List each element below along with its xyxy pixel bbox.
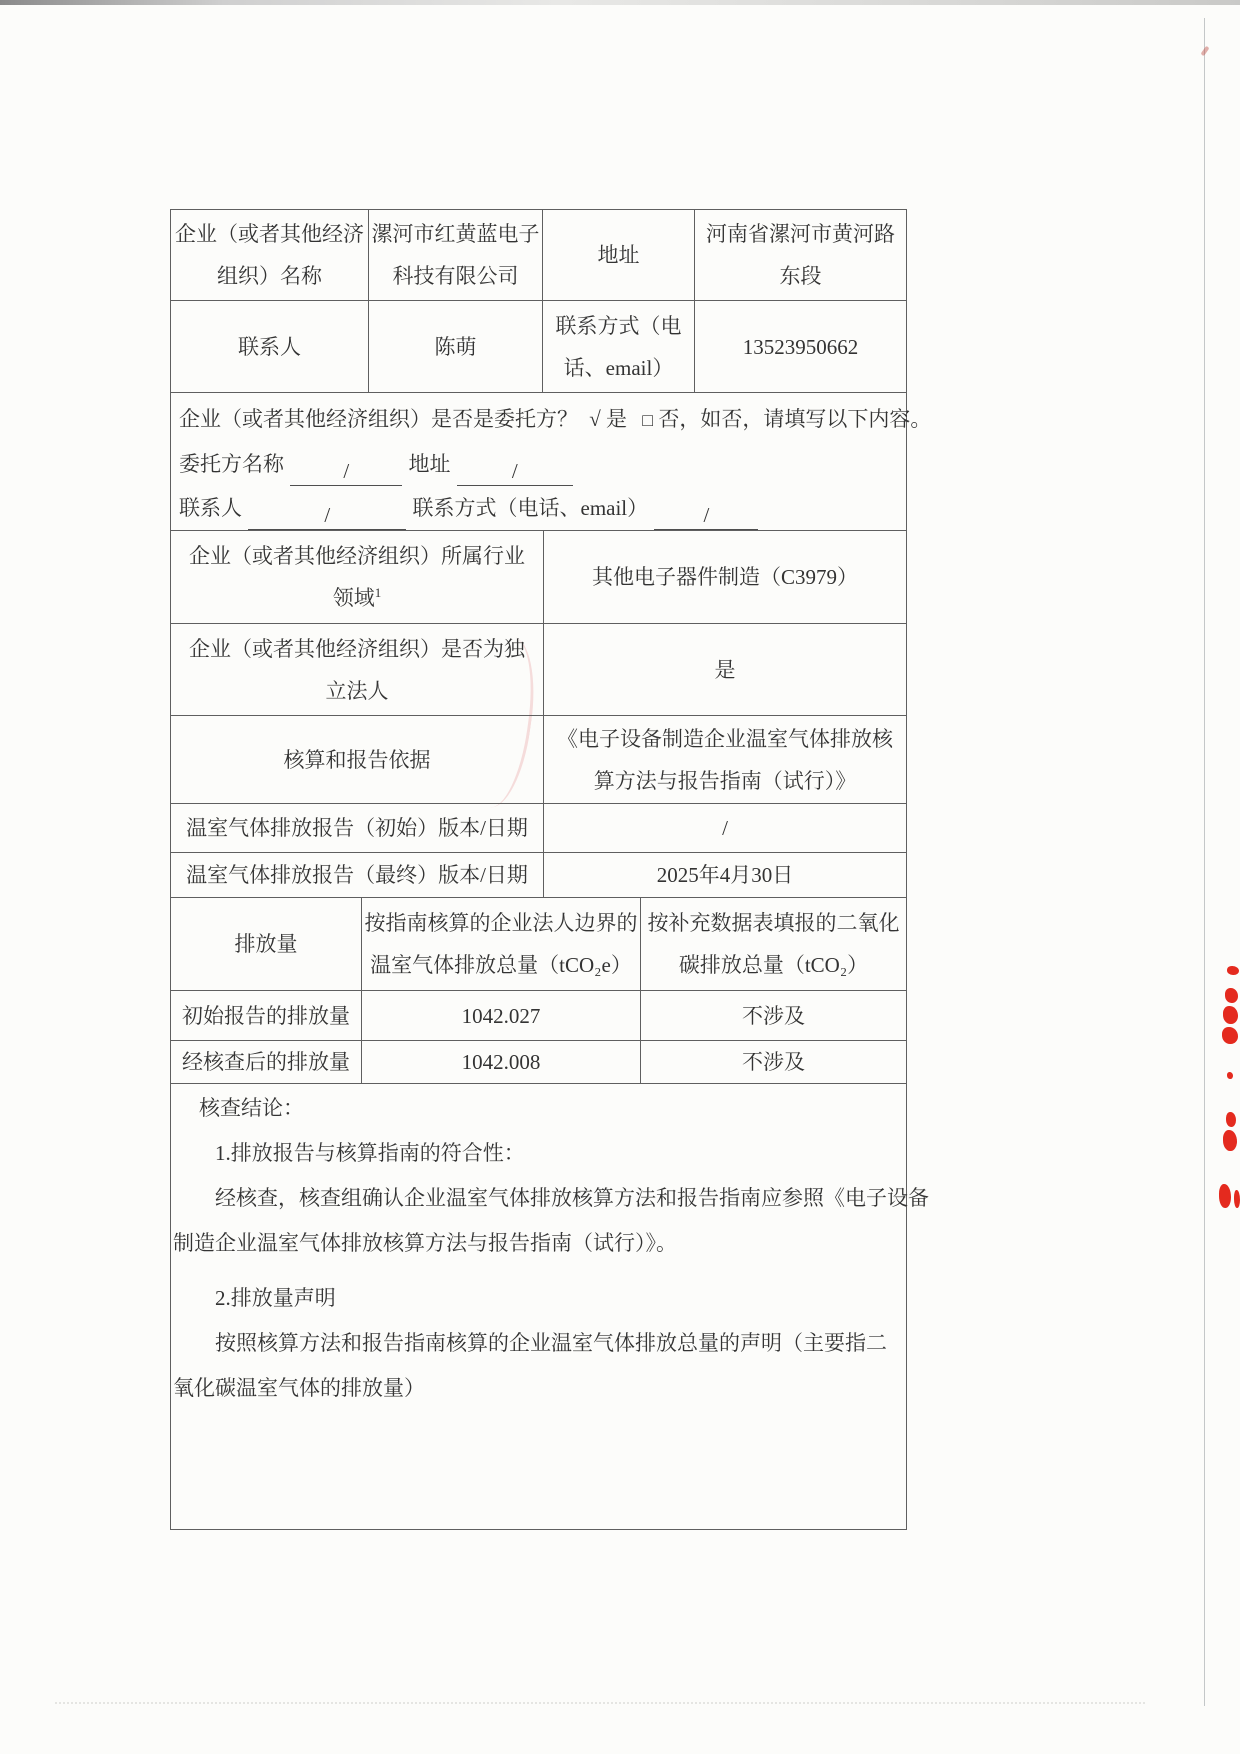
cell-line: 不涉及 [742,1050,805,1074]
red-stamp-fragment [1223,1006,1238,1024]
contact-method-label-cell [543,301,695,392]
company-name-value-cell [369,210,543,300]
verified-emission-label-cell [171,1041,362,1083]
cell-line: 企业（或者其他经济组织）所属行业 [189,544,525,568]
conclusion-item1-heading: 1.排放报告与核算指南的符合性： [215,1141,525,1165]
client-name-label: 委托方名称 [179,452,284,476]
client-addr-label: 地址 [408,452,451,476]
cell-line: 碳排放总量（tCO₂） [678,953,869,977]
company-address-row [171,210,906,301]
red-stamp-fragment [1227,966,1239,975]
page-edge-line [1204,18,1205,1706]
conclusion-item1-text: 制造企业温室气体排放核算方法与报告指南（试行）》。 [173,1231,677,1255]
cell-line: 是 [714,657,736,682]
cell-line: 立法人 [325,678,389,703]
cell-line: 排放量 [234,932,298,956]
conclusion-item2-heading: 2.排放量声明 [215,1286,336,1310]
final-report-value-cell [544,853,906,897]
client-contact-line [179,486,931,530]
legal-label-cell [171,624,544,715]
contact-name-cell [369,301,543,392]
initial-emission-row [171,991,906,1041]
red-stamp-fragment [1234,1190,1240,1208]
verified-emission-supp-cell [641,1041,906,1083]
basis-row [171,716,906,804]
client-contact-blank: / [248,503,406,530]
cell-line: 温室气体排放报告（初始）版本/日期 [186,816,528,840]
cell-line: 按指南核算的企业法人边界的 [364,911,638,935]
cell-line [333,577,382,619]
industry-label-line2: 领域 [332,586,375,610]
cell-line: 1042.008 [461,1050,541,1074]
initial-report-value-cell [544,804,906,852]
company-name-label-cell [171,210,369,300]
client-name-blank: / [290,459,402,486]
basis-label-cell [171,716,544,803]
conclusion-title: 核查结论： [199,1096,304,1120]
cell-line: / [722,816,728,840]
initial-report-row [171,804,906,853]
delegation-section [171,393,931,530]
red-stamp-fragment [1226,1112,1236,1127]
initial-emission-supp-cell [641,991,906,1040]
question-text: 企业（或者其他经济组织）是否是委托方？ [179,407,578,431]
cell-line: 河南省漯河市黄河路 [706,222,895,246]
verified-emission-row [171,1041,906,1084]
cell-line: 算方法与报告指南（试行）》 [593,768,857,793]
cell-line: 13523950662 [742,334,859,359]
supplementary-total-header-cell [641,898,906,990]
conclusion-item1-text: 经核查，核查组确认企业温室气体排放核算方法和报告指南应参照《电子设备 [215,1186,929,1210]
cell-line: 科技有限公司 [392,264,519,288]
cell-line: 《电子设备制造企业温室气体排放核 [557,726,893,751]
cell-line: 按补充数据表填报的二氧化 [647,911,900,935]
industry-value-cell [544,531,906,623]
industry-row [171,531,906,624]
cell-line: 漯河市红黄蓝电子 [371,222,540,246]
red-stamp-fragment [1227,1072,1233,1079]
legal-value-cell [544,624,906,715]
initial-report-label-cell [171,804,544,852]
client-method-blank: / [654,503,758,530]
cell-line: 联系方式（电 [555,313,682,338]
scan-edge-artifact [0,0,1240,5]
red-speck [1200,46,1209,56]
cell-line: 联系人 [238,334,301,359]
client-contact-label: 联系人 [179,496,242,520]
checkbox-icon: □ [642,410,654,430]
cell-line: 经核查后的排放量 [182,1050,350,1074]
delegation-question-line [179,397,931,442]
guideline-total-header-cell [362,898,641,990]
cell-line: 组织）名称 [217,264,322,288]
delegation-section-row [171,393,932,531]
red-stamp-fragment [1219,1184,1231,1208]
address-value-cell [695,210,906,300]
contact-phone-cell [695,301,906,392]
cell-line: 核算和报告依据 [283,747,431,772]
cell-line: 初始报告的排放量 [182,1003,350,1028]
conclusion-row [171,1084,929,1529]
no-label: 否，如否，请填写以下内容。 [658,407,932,431]
conclusion-item2-text: 按照核算方法和报告指南核算的企业温室气体排放总量的声明（主要指二 [215,1331,887,1355]
initial-emission-label-cell [171,991,362,1040]
verified-emission-value-cell [362,1041,641,1083]
industry-label-cell [171,531,544,623]
emission-header-row [171,898,906,991]
client-addr-blank: / [457,459,573,486]
cell-line: 不涉及 [742,1003,805,1028]
report-info-table [170,209,932,1530]
final-report-row [171,853,906,898]
initial-emission-value-cell [362,991,641,1040]
cell-line: 温室气体排放总量（tCO₂e） [370,953,632,977]
footnote-marker: 1 [374,585,382,600]
cell-line: 企业（或者其他经济 [175,222,364,246]
cell-line: 其他电子器件制造（C3979） [591,565,858,589]
client-name-line [179,442,931,486]
red-stamp-fragment [1222,1027,1238,1044]
legal-person-row [171,624,906,716]
conclusion-item2-text: 氧化碳温室气体的排放量） [173,1376,425,1400]
address-label-cell [543,210,695,300]
contact-label-cell [171,301,369,392]
cell-line: 东段 [779,264,822,288]
final-report-label-cell [171,853,544,897]
conclusion-section [171,1084,929,1529]
basis-value-cell [544,716,906,803]
cell-line: 2025年4月30日 [656,863,794,887]
cell-line: 话、email） [563,355,674,380]
red-stamp-fragment [1223,1130,1237,1151]
contact-row [171,301,906,393]
yes-label: 是 [606,407,628,431]
cell-line: 陈萌 [434,334,477,359]
client-method-label: 联系方式（电话、email） [412,496,649,520]
red-stamp-fragment [1225,988,1238,1003]
checkmark-icon: √ [589,407,601,431]
cell-line: 企业（或者其他经济组织）是否为独 [189,636,525,661]
scan-bottom-artifact [55,1702,1145,1704]
cell-line: 地址 [597,243,640,267]
cell-line: 温室气体排放报告（最终）版本/日期 [186,863,528,887]
cell-line: 1042.027 [461,1003,541,1028]
emission-label-cell [171,898,362,990]
